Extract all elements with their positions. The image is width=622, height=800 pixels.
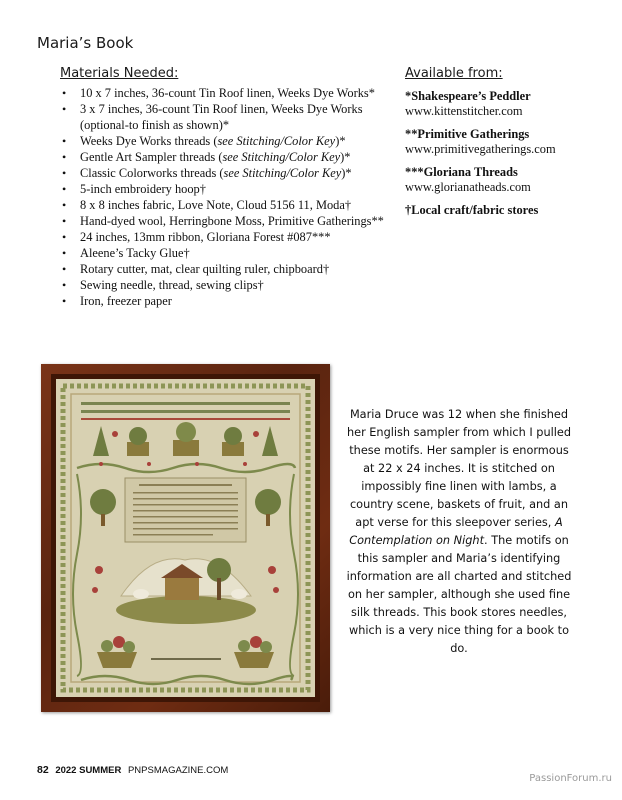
vendor-name: *Shakespeare’s Peddler	[405, 89, 531, 103]
list-item: • Rotary cutter, mat, clear quilting ruler, chipboard†	[60, 261, 400, 277]
page-title: Maria’s Book	[37, 34, 134, 52]
list-item: • Weeks Dye Works threads (see Stitching/Color Key)*	[60, 133, 400, 149]
list-item: • Hand-dyed wool, Herringbone Moss, Primitive Gatherings**	[60, 213, 400, 229]
list-item: • Sewing needle, thread, sewing clips†	[60, 277, 400, 293]
vendor-url[interactable]: www.glorianatheads.com	[405, 180, 531, 194]
materials-list	[60, 85, 400, 309]
list-item: • Iron, freezer paper	[60, 293, 400, 309]
vendor-entry	[405, 165, 605, 195]
materials-section	[60, 66, 400, 309]
materials-heading: Materials Needed:	[60, 66, 179, 81]
list-item: • 5-inch embroidery hoop†	[60, 181, 400, 197]
list-item: • 8 x 8 inches fabric, Love Note, Cloud 5156 11, Moda†	[60, 197, 400, 213]
issue-label: 2022 SUMMER	[55, 765, 122, 776]
site-link[interactable]: PNPSMAGAZINE.COM	[127, 765, 229, 776]
list-item: • Classic Colorworks threads (see Stitching/Color Key)*	[60, 165, 400, 181]
available-heading: Available from:	[405, 66, 503, 81]
list-item: • Aleene’s Tacky Glue†	[60, 245, 400, 261]
caption-text: Maria Druce was 12 when she finished her English sampler from which I pulled these motifs. Her sampler is enormous at 22 x 24 inches. It is stitched on impossibly fine linen with lambs, a country scene, baskets of fruit, and an apt verse for this sleepover series, A Contemplation on Night. The motifs on this sampler and Maria’s identifying information are all charted and stitched on her sampler, although she used fine silk threads. This book stores needles, which is a very nice thing for a book to do.	[346, 408, 572, 655]
vendor-name: ***Gloriana Threads	[405, 165, 518, 179]
vendor-url[interactable]: www.kittenstitcher.com	[405, 104, 523, 118]
vendor-url[interactable]: www.primitivegatherings.com	[405, 142, 556, 156]
list-item: • 3 x 7 inches, 36-count Tin Roof linen, Weeks Dye Works (optional-to finish as shown)*	[60, 101, 400, 133]
list-item: • 24 inches, 13mm ribbon, Gloriana Forest #087***	[60, 229, 400, 245]
vendor-name: †Local craft/fabric stores	[405, 203, 539, 217]
page-footer	[37, 764, 228, 776]
page-number: 82	[37, 764, 49, 776]
sampler-photo	[41, 364, 330, 712]
list-item: • 10 x 7 inches, 36-count Tin Roof linen, Weeks Dye Works*	[60, 85, 400, 101]
available-section	[405, 66, 605, 218]
watermark: PassionForum.ru	[529, 773, 612, 784]
sampler-illustration	[41, 364, 330, 712]
vendor-name: **Primitive Gatherings	[405, 127, 530, 141]
list-item: • Gentle Art Sampler threads (see Stitching/Color Key)*	[60, 149, 400, 165]
vendor-entry	[405, 89, 605, 119]
vendor-entry	[405, 127, 605, 157]
vendor-entry	[405, 203, 605, 218]
